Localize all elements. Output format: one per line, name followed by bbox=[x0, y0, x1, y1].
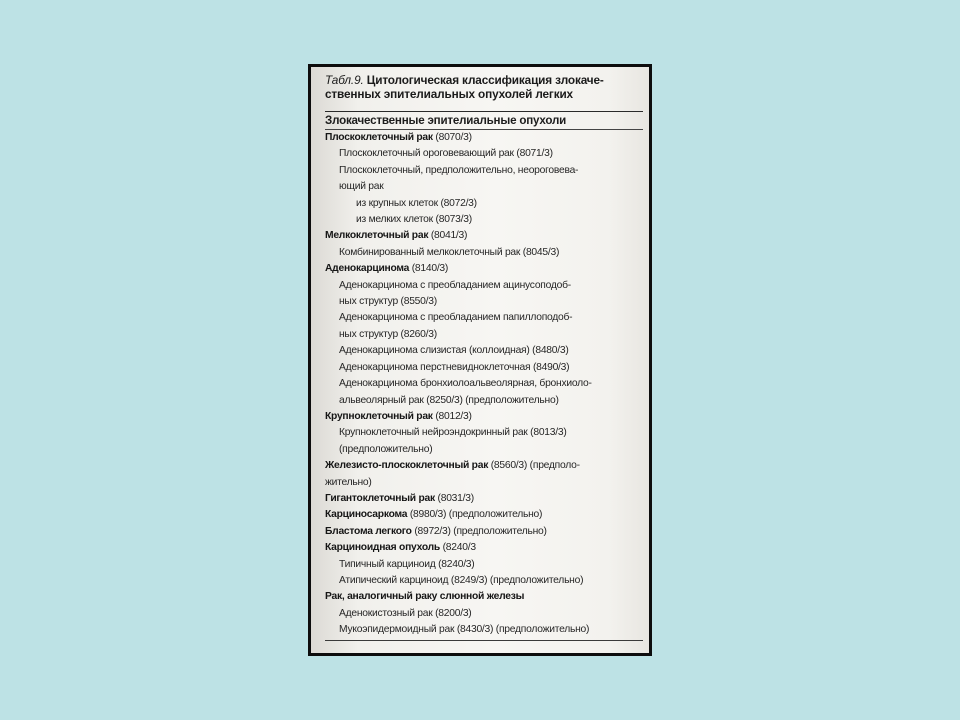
table-row bbox=[325, 360, 643, 376]
row-code: (8980/3) (предположительно) bbox=[407, 509, 543, 521]
row-code: (8071/3) bbox=[513, 148, 553, 160]
row-name: Аденокарцинома слизистая (коллоидная) bbox=[339, 345, 530, 357]
table-row bbox=[325, 393, 643, 409]
row-name: Аденокарцинома bbox=[325, 263, 410, 275]
row-name: ных структур bbox=[339, 328, 398, 340]
table-row bbox=[325, 442, 643, 458]
row-name: жительно) bbox=[325, 476, 372, 488]
row-name: из мелких клеток bbox=[356, 214, 433, 226]
table-row bbox=[325, 376, 643, 392]
row-name: Рак, аналогичный раку слюнной железы bbox=[325, 591, 525, 603]
table-row bbox=[325, 179, 643, 195]
row-name: Плоскоклеточный, предположительно, неороговева- bbox=[339, 164, 579, 176]
row-code: (8550/3) bbox=[397, 296, 437, 308]
row-name: из крупных клеток bbox=[356, 197, 438, 209]
row-name: Плоскоклеточный рак bbox=[325, 132, 433, 143]
caption-title-line1: Цитологическая классификация злокаче- bbox=[366, 73, 604, 87]
table-row bbox=[325, 327, 643, 343]
table-row bbox=[325, 261, 643, 277]
row-code: (8250/3) (предположительно) bbox=[423, 394, 559, 406]
row-name: Крупноклеточный рак bbox=[325, 410, 433, 422]
table-row bbox=[325, 294, 643, 310]
row-code: (8240/3 bbox=[440, 542, 476, 554]
table-row bbox=[325, 212, 643, 228]
table-row bbox=[325, 524, 643, 540]
table-row bbox=[325, 606, 643, 622]
row-name: Комбинированный мелкоклеточный рак bbox=[339, 246, 521, 258]
row-code: (8480/3) bbox=[529, 345, 569, 357]
row-name: Атипический карциноид bbox=[339, 574, 449, 586]
table-row bbox=[325, 228, 643, 244]
row-code: (8041/3) bbox=[428, 230, 468, 242]
row-name: Мукоэпидермоидный рак bbox=[339, 624, 455, 636]
row-code: (8072/3) bbox=[437, 197, 477, 209]
row-code: (8013/3) bbox=[527, 427, 567, 439]
table-row bbox=[325, 146, 643, 162]
row-code: (8430/3) (предположительно) bbox=[454, 624, 590, 636]
table-row bbox=[325, 458, 643, 474]
row-name: Аденокарцинома с преобладанием папиллоподоб- bbox=[339, 312, 573, 324]
row-code: (8073/3) bbox=[432, 214, 472, 226]
table-row bbox=[325, 425, 643, 441]
table-row bbox=[325, 245, 643, 261]
scanned-page-frame bbox=[308, 64, 652, 656]
table-header: Злокачественные эпителиальные опухоли bbox=[325, 113, 643, 130]
row-name: Карциносаркома bbox=[325, 509, 408, 521]
table-row bbox=[325, 130, 643, 146]
row-name: Аденокарцинома бронхиолоальвеолярная, бронхиоло- bbox=[339, 378, 592, 390]
table-caption bbox=[325, 73, 643, 101]
table-row bbox=[325, 278, 643, 294]
table-row bbox=[325, 343, 643, 359]
row-name: Аденокистозный рак bbox=[339, 607, 433, 619]
table-row bbox=[325, 310, 643, 326]
row-name: (предположительно) bbox=[339, 443, 433, 455]
row-code: (8070/3) bbox=[432, 132, 472, 143]
table-row bbox=[325, 475, 643, 491]
table-row bbox=[325, 196, 643, 212]
row-code: (8249/3) (предположительно) bbox=[448, 574, 584, 586]
row-name: альвеолярный рак bbox=[339, 394, 424, 406]
row-name: Плоскоклеточный ороговевающий рак bbox=[339, 148, 514, 160]
classification-table bbox=[325, 111, 643, 641]
table-row bbox=[325, 540, 643, 556]
row-code: (8972/3) (предположительно) bbox=[411, 525, 547, 537]
table-row bbox=[325, 557, 643, 573]
caption-title-line2: ственных эпителиальных опухолей легких bbox=[325, 87, 573, 101]
row-code: (8012/3) bbox=[432, 410, 472, 422]
row-name: Карциноидная опухоль bbox=[325, 542, 441, 554]
caption-label: Табл.9. bbox=[325, 73, 364, 87]
row-name: Крупноклеточный нейроэндокринный рак bbox=[339, 427, 528, 439]
row-name: Железисто-плоскоклеточный рак bbox=[325, 460, 489, 472]
row-name: Гигантоклеточный рак bbox=[325, 492, 435, 504]
row-name: Типичный карциноид bbox=[339, 558, 436, 570]
table-row bbox=[325, 491, 643, 507]
row-code: (8240/3) bbox=[435, 558, 475, 570]
scanned-page bbox=[311, 67, 649, 653]
table-row bbox=[325, 589, 643, 605]
row-code: (8045/3) bbox=[520, 246, 560, 258]
row-name: Бластома легкого bbox=[325, 525, 412, 537]
row-code: (8031/3) bbox=[434, 492, 474, 504]
row-name: ющий рак bbox=[339, 181, 384, 193]
row-name: Аденокарцинома с преобладанием ацинусоподоб- bbox=[339, 279, 571, 291]
row-code: (8140/3) bbox=[409, 263, 449, 275]
row-name: ных структур bbox=[339, 296, 398, 308]
table-row bbox=[325, 409, 643, 425]
table-row bbox=[325, 622, 643, 638]
row-name: Аденокарцинома перстневидноклеточная bbox=[339, 361, 531, 373]
row-name: Мелкоклеточный рак bbox=[325, 230, 429, 242]
row-code: (8560/3) (предполо- bbox=[488, 460, 580, 472]
row-code: (8260/3) bbox=[397, 328, 437, 340]
table-row bbox=[325, 507, 643, 523]
table-rows bbox=[325, 130, 643, 639]
table-row bbox=[325, 573, 643, 589]
row-code: (8490/3) bbox=[530, 361, 570, 373]
row-code: (8200/3) bbox=[432, 607, 472, 619]
table-row bbox=[325, 163, 643, 179]
